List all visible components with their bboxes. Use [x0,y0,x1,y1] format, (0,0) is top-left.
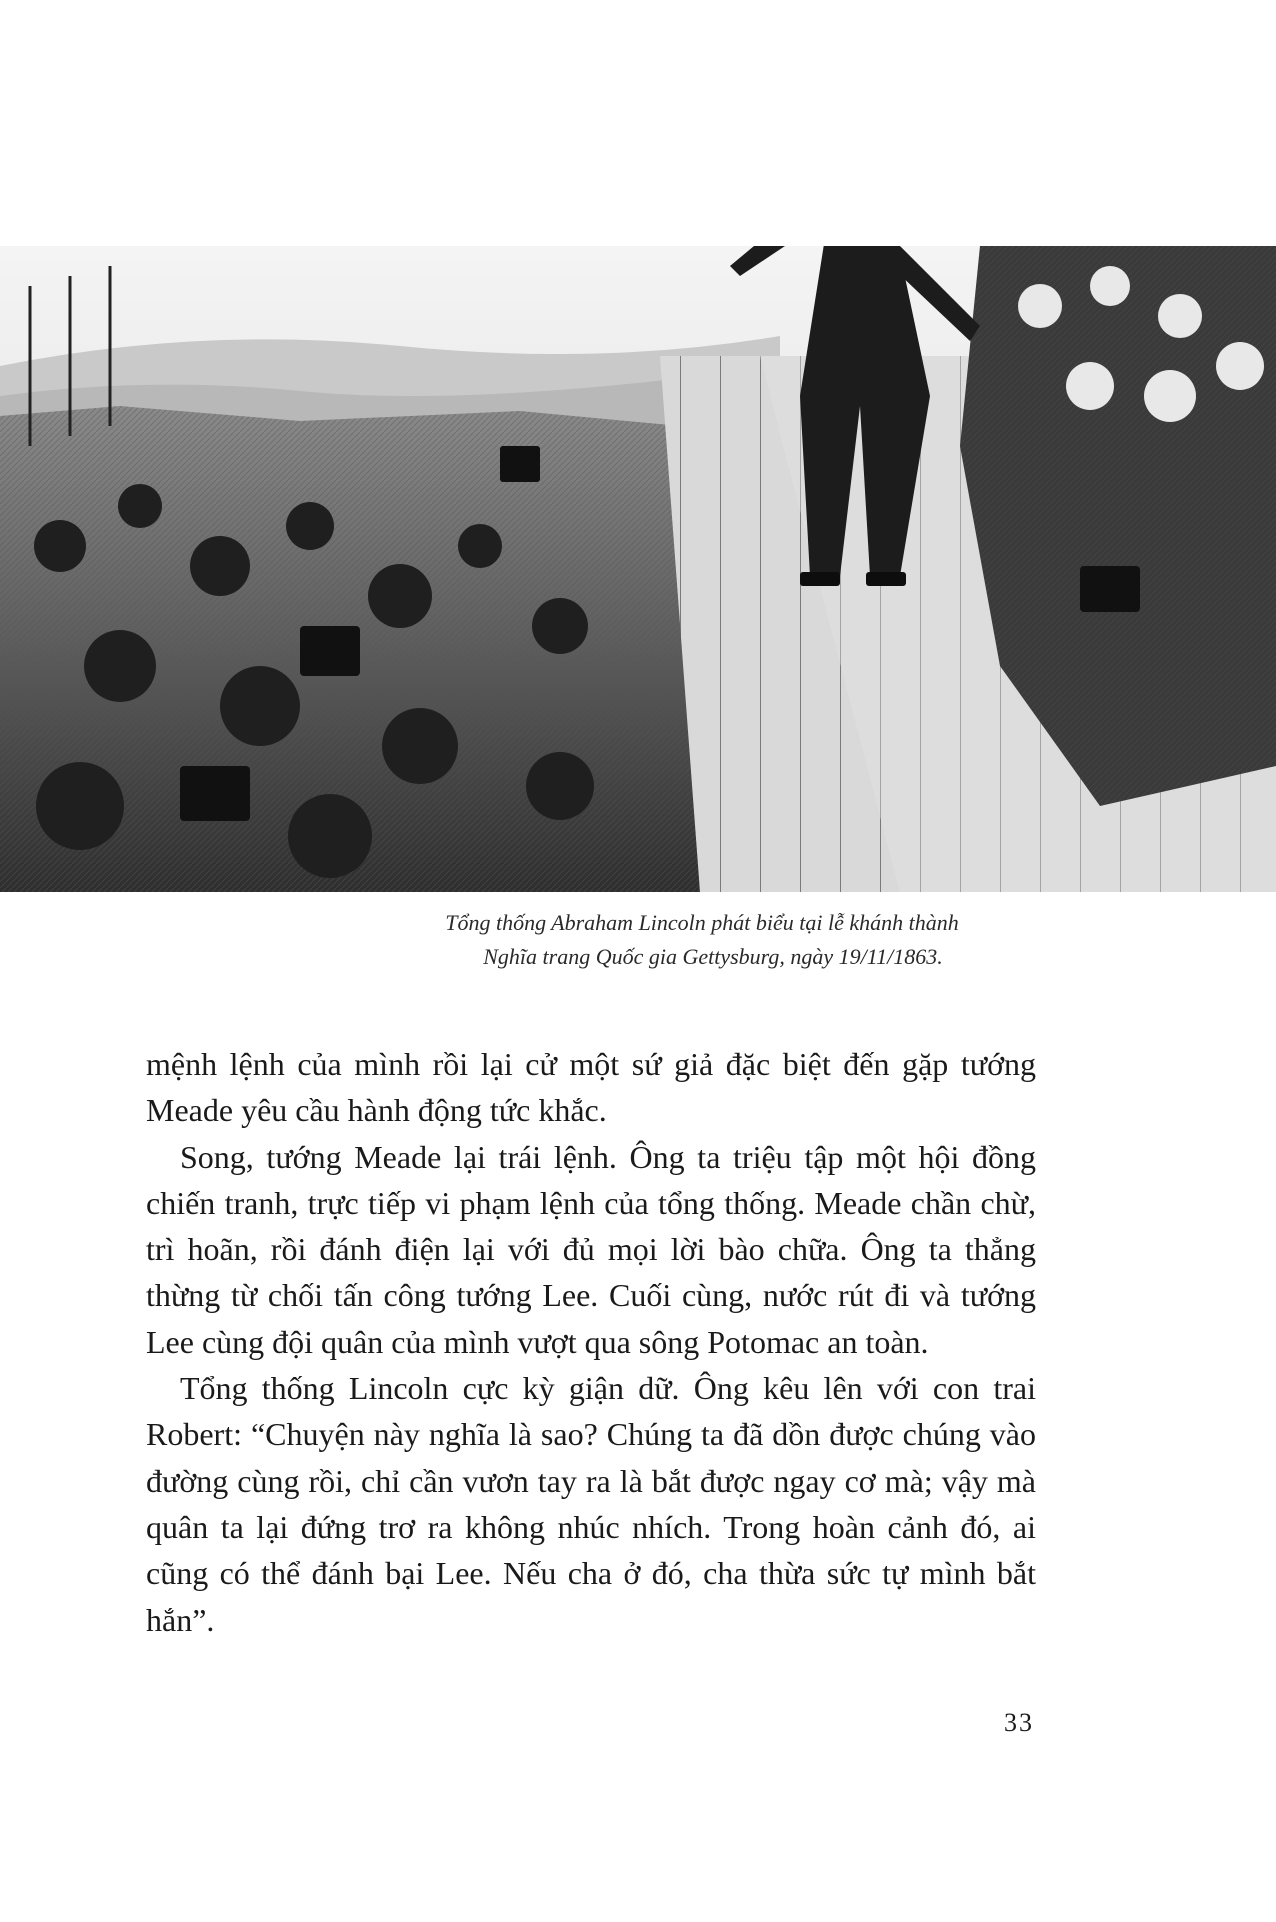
paragraph: mệnh lệnh của mình rồi lại cử một sứ giả đặc biệt đến gặp tướng Meade yêu cầu hành động tức khắc. [146,1046,1036,1129]
caption-line: Tổng thống Abraham Lincoln phát biểu tại lễ khánh thành [445,910,959,935]
figure-caption [0,906,1276,974]
caption-line: Nghĩa trang Quốc gia Gettysburg, ngày 19/11/1863. [483,944,943,969]
page-number: 33 [1004,1708,1034,1737]
body-text [146,1041,1036,1643]
paragraph: Song, tướng Meade lại trái lệnh. Ông ta triệu tập một hội đồng chiến tranh, trực tiếp vi phạm lệnh của tổng thống. Meade chần chừ, trì hoãn, rồi đánh điện lại với đủ mọi lời bào chữa. Ông ta thẳng thừng từ chối tấn công tướng Lee. Cuối cùng, nước rút đi và tướng Lee cùng đội quân của mình vượt qua sông Potomac an toàn. [146,1138,1036,1360]
engraving-crowd-speaker-image [0,246,1276,892]
paragraph: Tổng thống Lincoln cực kỳ giận dữ. Ông kêu lên với con trai Robert: “Chuyện này nghĩa là sao? Chúng ta đã dồn được chúng vào đường cùng rồi, chỉ cần vươn tay ra là bắt được ngay cơ mà; vậy mà quân ta lại đứng trơ ra không nhúc nhích. Trong hoàn cảnh đó, ai cũng có thể đánh bại Lee. Nếu cha ở đó, cha thừa sức tự mình bắt hắn”. [146,1370,1036,1638]
illustration [0,246,1276,892]
